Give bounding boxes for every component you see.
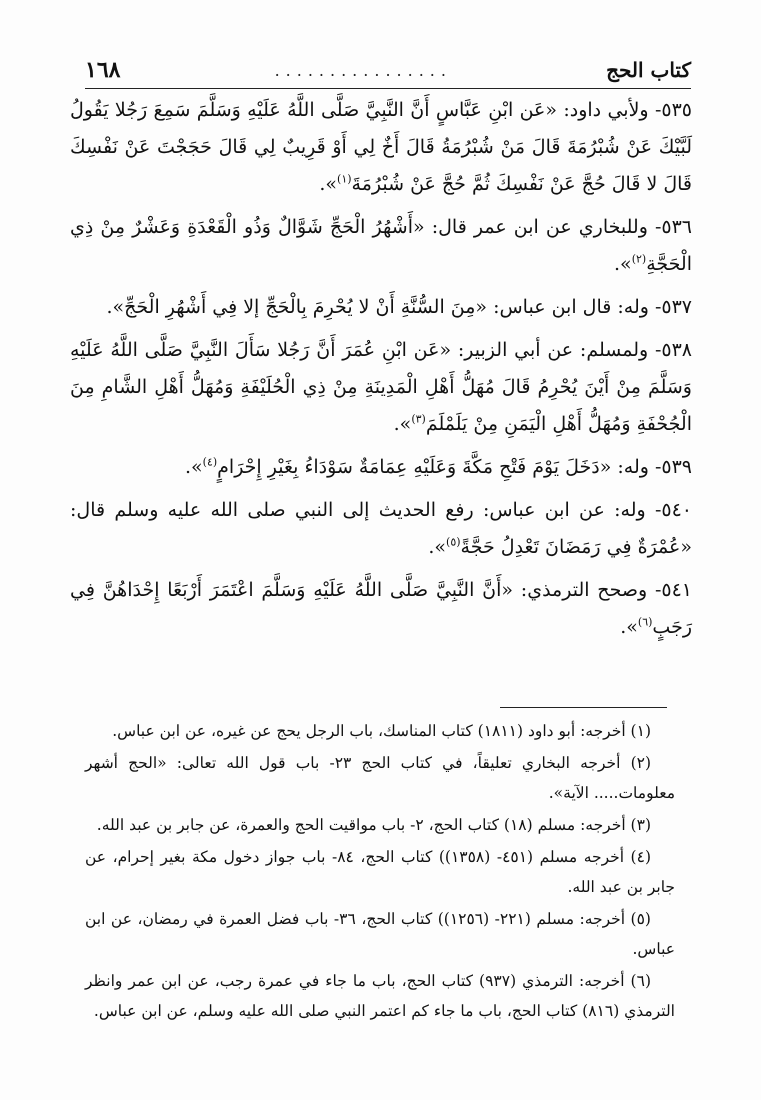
hadith-paragraph	[70, 209, 692, 283]
footnotes	[85, 716, 675, 1028]
hadith-end: ».	[319, 173, 338, 195]
footnote: (٣) أخرجه: مسلم (١٨) كتاب الحج، ٢- باب مواقيت الحج والعمرة، عن جابر بن عبد الله.	[96, 816, 651, 834]
hadith-body	[70, 92, 692, 652]
hadith-end: ».	[614, 253, 632, 275]
footnote-ref[interactable]: (٤)	[202, 455, 218, 469]
hadith-end: ».	[620, 616, 638, 638]
footnote: (٥) أخرجه: مسلم (٢٢١- (١٢٥٦)) كتاب الحج، ٣٦- باب فضل العمرة في رمضان، عن ابن عباس.	[85, 910, 675, 958]
hadith-end: ».	[428, 536, 447, 558]
hadith-text: ٥٣٨- ولمسلم: عن أبي الزبير: «عَن ابْنِ عُمَرَ أَنَّ رَجُلا سَأَلَ النَّبِيَّ صَلَّى اللَّهُ عَلَيْهِ وَسَلَّمَ مِنْ أَيْنَ يُحْرِمُ قَالَ مُهَلُّ أَهْلِ الْمَدِينَةِ مِنْ ذِي الْحُلَيْفَةِ وَمُهَلُّ أَهْلِ الشَّامِ مِنَ الْجُحْفَةِ وَمُهَلُّ أَهْلِ الْيَمَنِ مِنْ يَلَمْلَمَ	[70, 339, 692, 435]
footnote-separator	[500, 707, 667, 708]
page-number: ١٦٨	[85, 57, 121, 83]
footnote-ref[interactable]: (٢)	[631, 252, 647, 266]
hadith-end: ».	[106, 296, 125, 318]
hadith-paragraph	[70, 332, 692, 443]
hadith-paragraph	[70, 289, 692, 326]
footnote: (٦) أخرجه: الترمذي (٩٣٧) كتاب الحج، باب ما جاء في عمرة رجب، عن ابن عمر وانظر الترمذي (٨١٦) كتاب الحج، باب ما جاء كم اعتمر النبي صلى الله عليه وسلم، عن ابن عباس.	[85, 972, 675, 1020]
footnote-ref[interactable]: (٦)	[637, 615, 653, 629]
hadith-paragraph	[70, 449, 692, 486]
hadith-text: ٥٤٠- وله: عن ابن عباس: رفع الحديث إلى النبي صلى الله عليه وسلم قال: «عُمْرَةٌ فِي رَمَضَانَ تَعْدِلُ حَجَّةً	[70, 499, 692, 558]
footnote: (١) أخرجه: أبو داود (١٨١١) كتاب المناسك، باب الرجل يحج عن غيره، عن ابن عباس.	[112, 722, 651, 740]
hadith-text: ٥٣٦- وللبخاري عن ابن عمر قال: «أَشْهُرُ الْحَجِّ شَوَّالٌ وَذُو الْقَعْدَةِ وَعَشْرٌ مِنْ ذِي الْحَجَّةِ	[70, 216, 692, 275]
footnote: (٤) أخرجه مسلم (٤٥١- (١٣٥٨)) كتاب الحج، ٨٤- باب جواز دخول مكة بغير إحرام، عن جابر بن عبد الله.	[85, 848, 675, 896]
footnote: (٢) أخرجه البخاري تعليقاً، في كتاب الحج ٢٣- باب قول الله تعالى: «الحج أشهر معلومات..... الآية».	[85, 754, 675, 802]
footnote-ref[interactable]: (٥)	[446, 535, 461, 549]
hadith-text: ٥٣٧- وله: قال ابن عباس: «مِنَ السُّنَّةِ أَنْ لا يُحْرِمَ بِالْحَجِّ إلا فِي أَشْهُرِ الْحَجِّ	[124, 296, 692, 318]
footnote-ref[interactable]: (٣)	[411, 412, 426, 426]
page-header	[85, 52, 691, 89]
hadith-paragraph	[70, 92, 692, 203]
header-leader-dots: ................	[274, 60, 452, 80]
hadith-paragraph	[70, 492, 692, 566]
hadith-text: ٥٤١- وصحح الترمذي: «أَنَّ النَّبِيَّ صَلَّى اللَّهُ عَلَيْهِ وَسَلَّمَ اعْتَمَرَ أَرْبَعًا إِحْدَاهُنَّ فِي رَجَبٍ	[70, 579, 692, 638]
hadith-text: ٥٣٥- ولأبي داود: «عَن ابْنِ عَبَّاسٍ أَنَّ النَّبِيَّ صَلَّى اللَّهُ عَلَيْهِ وَسَلَّمَ سَمِعَ رَجُلا يَقُولُ لَبَّيْكَ عَنْ شُبْرُمَةَ قَالَ مَنْ شُبْرُمَةُ قَالَ أَخٌ لِي أَوْ قَرِيبٌ لِي قَالَ حَجَجْتَ عَنْ نَفْسِكَ قَالَ لا قَالَ حُجَّ عَنْ نَفْسِكَ ثُمَّ حُجَّ عَنْ شُبْرُمَةَ	[70, 99, 692, 195]
hadith-paragraph	[70, 572, 692, 646]
book-title: كتاب الحج	[606, 58, 691, 82]
hadith-end: ».	[184, 456, 203, 478]
footnote-ref[interactable]: (١)	[337, 172, 352, 186]
hadith-end: ».	[393, 413, 412, 435]
hadith-text: ٥٣٩- وله: «دَخَلَ يَوْمَ فَتْحِ مَكَّةَ وَعَلَيْهِ عِمَامَةٌ سَوْدَاءُ بِغَيْرِ إِحْرَامٍ	[217, 456, 692, 478]
